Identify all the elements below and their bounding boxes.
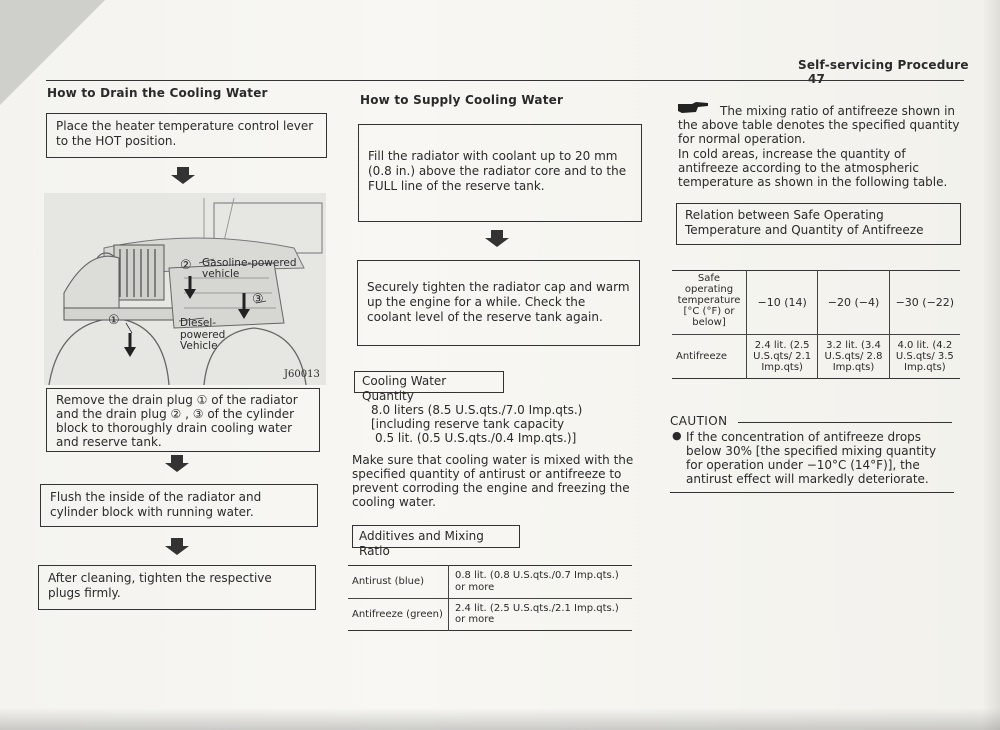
running-header — [798, 58, 1000, 86]
antifreeze-table — [672, 270, 960, 379]
callout-2: ② — [180, 258, 192, 273]
relation-title: Relation between Safe Operating Temperature and Quantity of Antifreeze — [676, 203, 961, 245]
temp-cell: −20 (−4) — [818, 271, 889, 335]
drain-step-4: After cleaning, tighten the respective plugs firmly. — [38, 565, 316, 610]
page-bottom-shadow — [0, 708, 1000, 730]
drain-step-2: Remove the drain plug ① of the radiator and the drain plug ② , ③ of the cylinder block to thoroughly drain cooling water and reserve tank. — [46, 388, 320, 452]
header-title: Self-servicing Procedure — [798, 58, 969, 72]
table-row — [672, 271, 960, 335]
additive-name: Antirust (blue) — [348, 566, 449, 599]
amount-cell: 2.4 lit. (2.5 U.S.qts/ 2.1 Imp.qts) — [747, 335, 818, 379]
additives-title: Additives and Mixing Ratio — [352, 525, 520, 548]
caution-label: CAUTION — [670, 414, 728, 428]
quantity-line-1: 8.0 liters (8.5 U.S.qts./7.0 Imp.qts.) — [371, 403, 583, 417]
table-row — [348, 566, 632, 599]
caution-bottom-rule — [670, 492, 954, 493]
mix-note: Make sure that cooling water is mixed with the specified quantity of antirust or antifreeze to prevent corroding the engine and freezing the cooling water. — [352, 453, 634, 509]
callout-1: ① — [108, 313, 120, 328]
note-cold-areas: In cold areas, increase the quantity of antifreeze according to the atmospheric temperature as shown in the following table. — [678, 147, 948, 189]
table-row — [348, 598, 632, 631]
additive-value: 0.8 lit. (0.8 U.S.qts./0.7 Imp.qts.) or more — [455, 570, 619, 593]
drain-step-3: Flush the inside of the radiator and cylinder block with running water. — [40, 484, 318, 527]
drain-heading: How to Drain the Cooling Water — [47, 86, 268, 100]
supply-step-2: Securely tighten the radiator cap and warm up the engine for a while. Check the coolant level of the reserve tank again. — [357, 260, 640, 346]
note-mixing-ratio: The mixing ratio of antifreeze shown in the above table denotes the specified quantity for normal operation. — [678, 104, 960, 146]
additives-table — [348, 565, 632, 631]
quantity-line-3: 0.5 lit. (0.5 U.S.qts./0.4 Imp.qts.)] — [375, 431, 577, 445]
quantity-line-2: [including reserve tank capacity — [371, 417, 565, 431]
engine-figure — [44, 193, 326, 385]
label-diesel: Diesel-powered Vehicle — [180, 317, 226, 352]
table-row — [672, 335, 960, 379]
temp-cell: −10 (14) — [747, 271, 818, 335]
caution-rule — [738, 422, 952, 423]
page-number: 47 — [808, 72, 826, 86]
supply-heading: How to Supply Cooling Water — [360, 93, 564, 107]
figure-code: J60013 — [284, 369, 320, 380]
label-gasoline: Gasoline-powered vehicle — [202, 257, 297, 280]
additive-value: 2.4 lit. (2.5 U.S.qts./2.1 Imp.qts.) or more — [455, 602, 619, 625]
drain-step-1: Place the heater temperature control lever to the HOT position. — [46, 113, 327, 158]
additive-name: Antifreeze (green) — [348, 598, 449, 631]
bullet-icon: ● — [672, 429, 682, 442]
page-edge-shadow — [982, 0, 1000, 730]
temp-cell: −30 (−22) — [895, 296, 955, 309]
jeep-engine-illustration — [44, 193, 326, 385]
row-label-temp: Safe operating temperature [°C (°F) or below] — [672, 271, 747, 335]
quantity-title: Cooling Water Quantity — [354, 371, 504, 393]
row-label-antifreeze: Antifreeze — [672, 335, 747, 379]
caution-text: If the concentration of antifreeze drops below 30% [the specified mixing quantity for operation under −10°C (14°F)], the antirust effect will markedly deteriorate. — [686, 430, 937, 486]
amount-cell: 3.2 lit. (3.4 U.S.qts/ 2.8 Imp.qts) — [818, 335, 889, 379]
supply-step-1: Fill the radiator with coolant up to 20 mm (0.8 in.) above the radiator core and to the FULL line of the reserve tank. — [358, 124, 642, 222]
callout-3: ③ — [252, 292, 264, 307]
amount-cell: 4.0 lit. (4.2 U.S.qts/ 3.5 Imp.qts) — [895, 340, 954, 373]
header-rule — [46, 80, 964, 81]
